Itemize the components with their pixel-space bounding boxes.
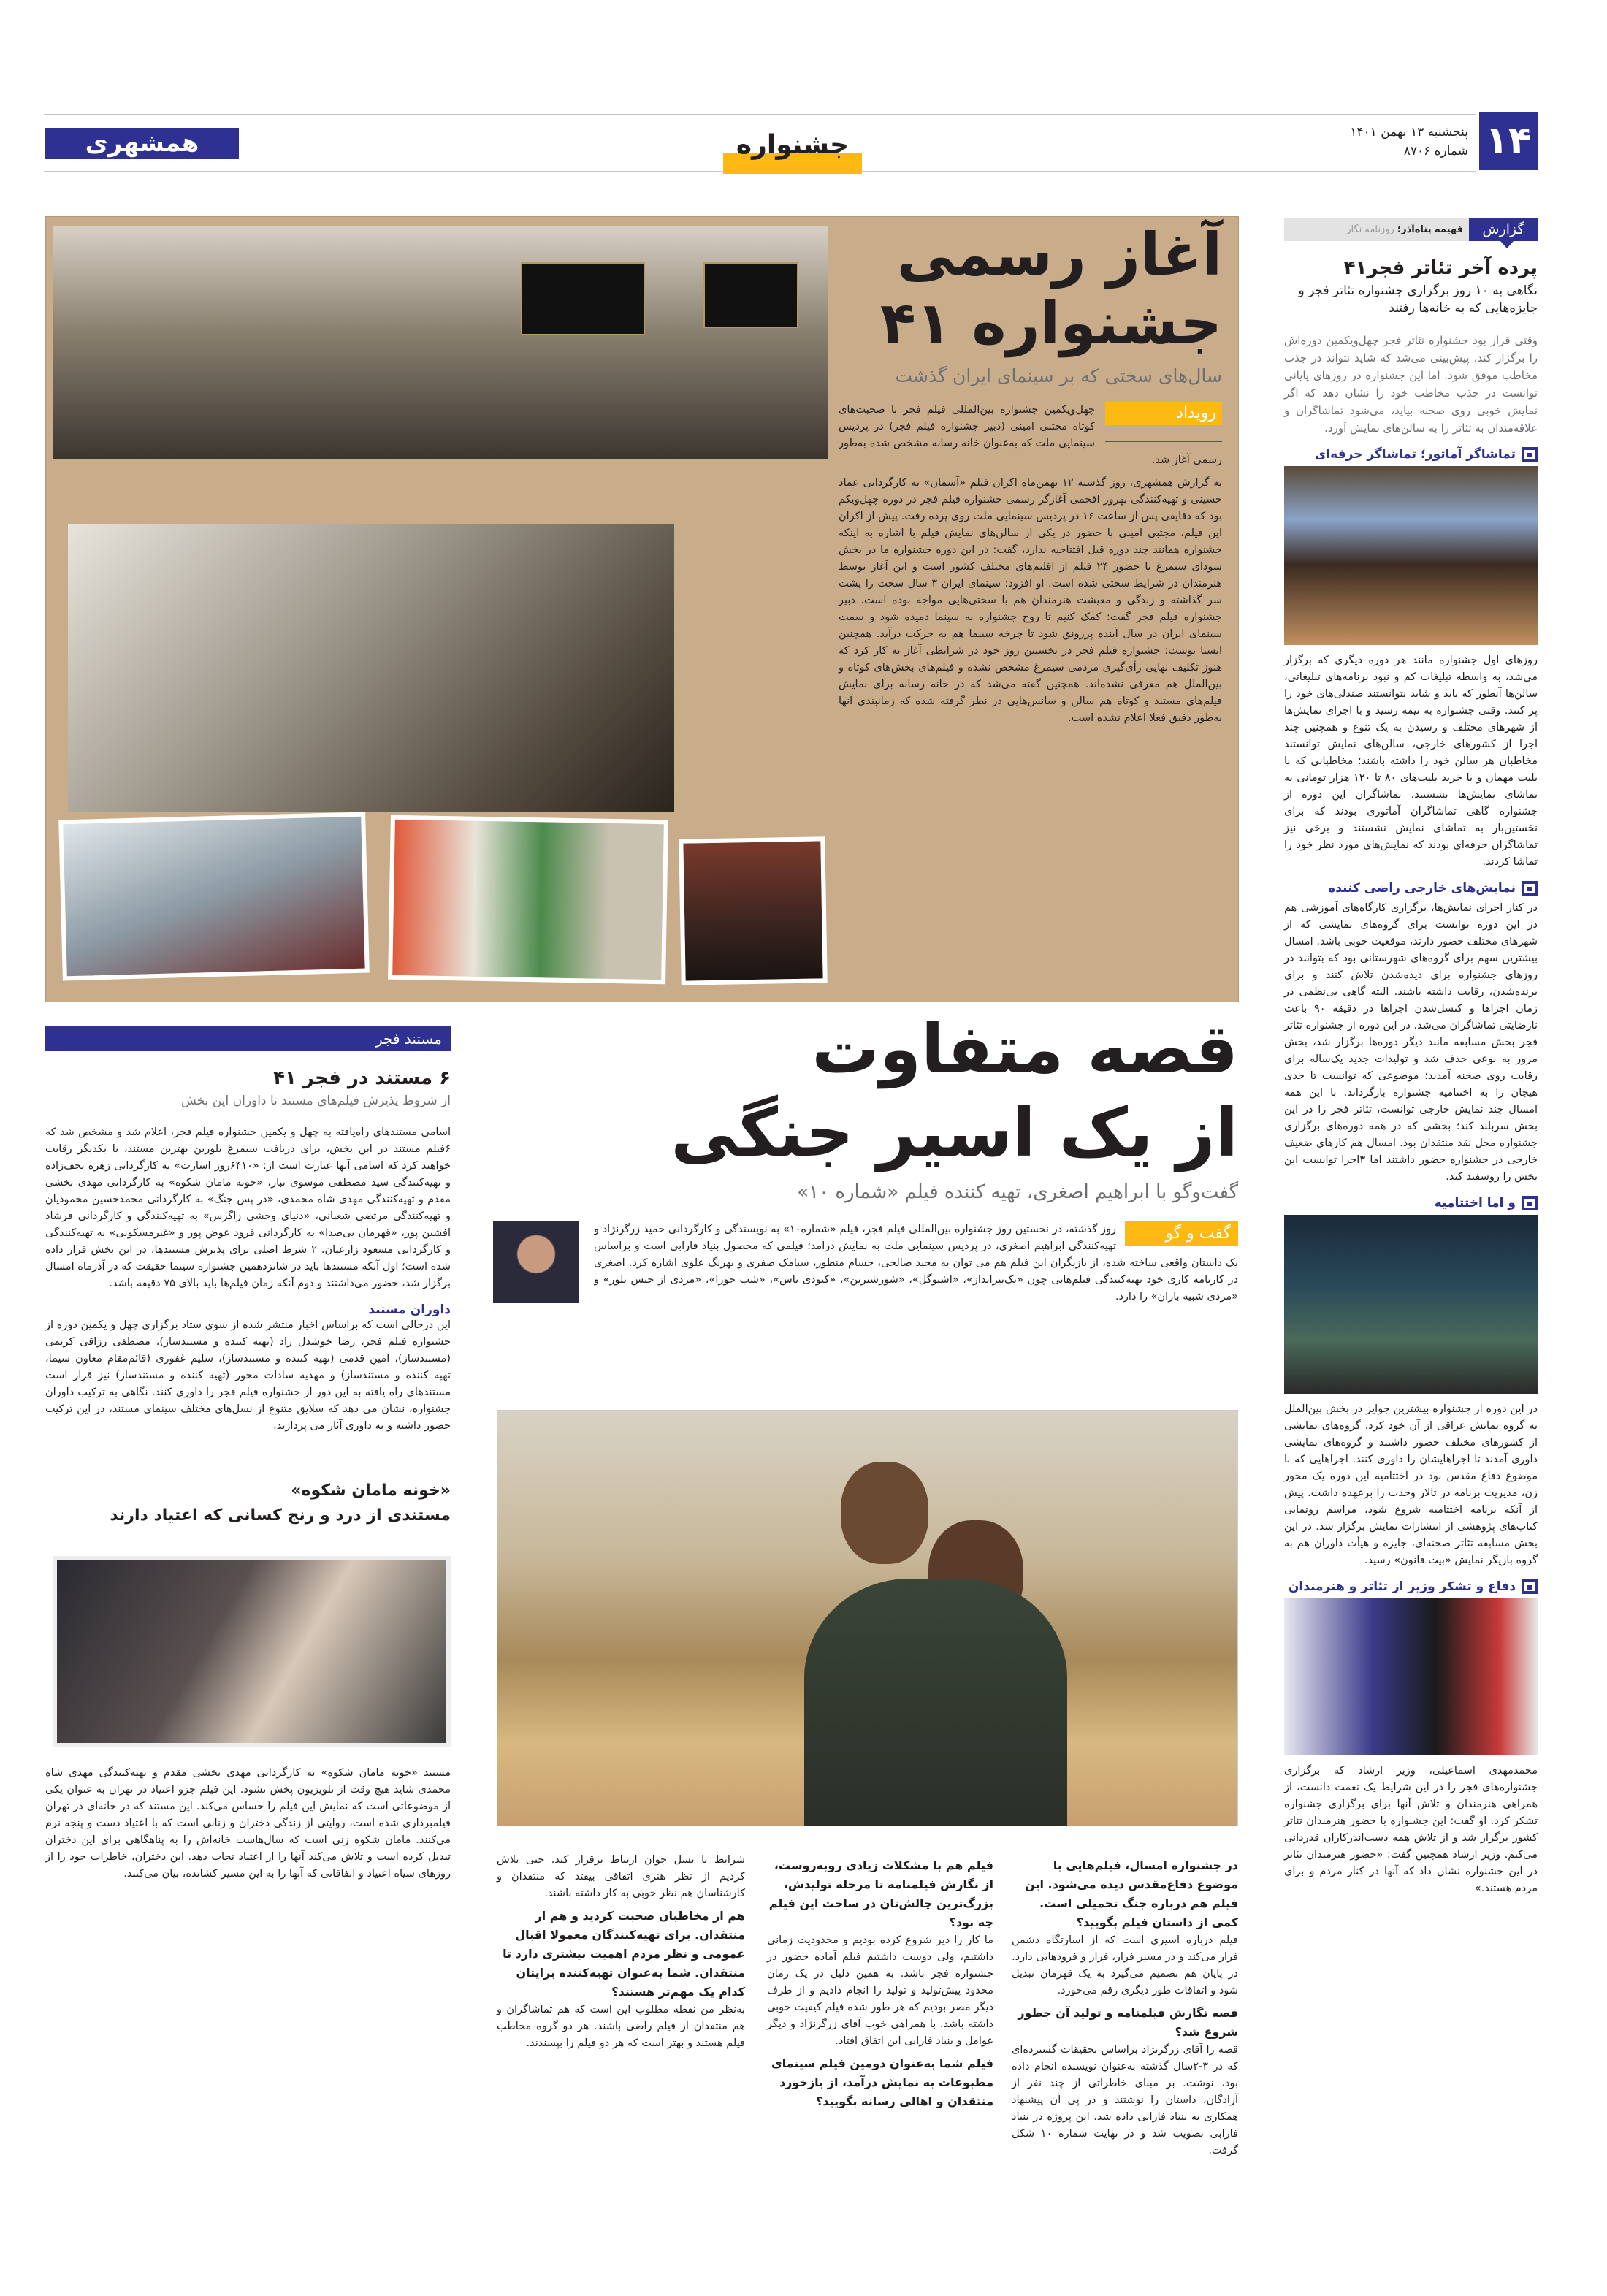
report-title: پرده آخر تئاتر فجر۴۱ — [1343, 257, 1538, 279]
section-square-icon — [1522, 447, 1538, 462]
answer: شرایط با نسل جوان ارتباط برقرار کند. حتی تلاش کردیم از نظر هنری اتفاقی بیفتد که منتقدان و کارشناسان هم نظر خوبی به کار داشته باشند. — [497, 1854, 745, 1899]
interview-headline-line1: قصه متفاوت — [812, 1010, 1238, 1088]
feature-headline-line1: آغاز رسمی — [896, 221, 1222, 289]
qa-column — [497, 1852, 745, 2052]
section-title: جشنواره — [736, 130, 850, 160]
interview-tag: گفت و گو — [1125, 1221, 1238, 1246]
report-section-heading: و اما اختتامیه — [1284, 1196, 1538, 1210]
report-lead: وقتی قرار بود جشنواره تئاتر فجر چهل‌ویکمین دوره‌اش را برگزار کند، پیش‌بینی می‌شد که شاید نتواند در جذب مخاطب موفق شود. اما این جشنواره در روزهای پایانی توانست در جذب مخاطب خود را نشان دهد که اگر نمایش خوبی روی صحنه بیاید، می‌شود تماشاگران و علاقه‌مندان به تئاتر را به سالن‌های نمایش آورد. — [1284, 334, 1538, 435]
report-section-text: در کنار اجرای نمایش‌ها، برگزاری کارگاه‌های آموزشی هم در این دوره توانست برای گروه‌های نمایشی که از شهرهای مختلف حضور دارند، موقعیت خوبی باشد. امسال بیشترین سهم برای گروه‌های شهرستانی بود که بتوانند در روزهای جشنواره برای دیده‌شدن تلاش کنند و برای برنده‌شدن، رقابت داشته باشند. البته گاهی بی‌نظمی در زمان اجراها و کنسل‌شدن اجراها در دقیقه ۹۰ باعث نارضایتی تماشاگران می‌شد. در این دوره از جشنواره تئاتر فجر بخش مسابقه مانند دیگر دوره‌ها برگزار شد، بخش مرور به نوعی حذف شد و تولیدات جدید یک‌ساله برای رقابت روی صحنه آمدند؛ موضوعی که توانست تا حدی هیجان را به اختتامیه جشنواره بازگرداند. با این همه امسال چند نمایش خارجی توانست، تئاتر فجر را در این بخش سربلند کند؛ بخشی که در همه دوره‌های برگزاری جشنواره محل نقد منتقدان بود. امسال هم کارهای ضعیف خارجی در جشنواره حضور داشتند اما ۳اجرا توانست این بخش را روسفید کند. — [1284, 902, 1538, 1183]
issue-number: شماره ۸۷۰۶ — [1403, 144, 1468, 159]
festival-poster-sign — [521, 262, 645, 335]
documentary-tag: مستند فجر — [45, 1026, 451, 1051]
section-square-icon — [1522, 1196, 1538, 1210]
section-square-icon — [1522, 1579, 1538, 1594]
answer: قصه را آقای زرگرنژاد براساس تحقیقات گسترده‌ای که در ۳-۲سال گذشته به‌عنوان نویسنده انجام داده بود، نوشت. بر مبنای خاطراتی از چند نفر از آزادگان، داستان را نوشتند و در پی آن پیشنهاد همکاری به بنیاد فارابی داده شد. این پروژه در بنیاد فارابی تصویب شد و در نهایت شماره ۱۰ شکل گرفت. — [1012, 2044, 1239, 2156]
report-section-heading: نمایش‌های خارجی راضی کننده — [1284, 881, 1538, 896]
answer: به‌نظر من نقطه مطلوب این است که هم تماشاگران و هم منتقدان از فیلم راضی باشند. هر دو گروه مخاطب فیلم هستند و بهتر است که هر دو فیلم را بپسندند. — [497, 2004, 745, 2049]
photo-festival-entrance — [53, 226, 828, 459]
interview-subtitle: گفت‌وگو با ابراهیم اصغری، تهیه کننده فیلم «شماره ۱۰» — [797, 1181, 1238, 1203]
report-subtitle: نگاهی به ۱۰ روز برگزاری جشنواره تئاتر فجر و جایزه‌هایی که به خانه‌ها رفتند — [1298, 283, 1538, 316]
tag-underline — [1105, 441, 1222, 442]
photo-film-still-soldiers — [497, 1410, 1238, 1826]
report-section-heading: دفاع و تشکر وزیر از تئاتر و هنرمندان — [1284, 1579, 1538, 1594]
report-section-text: روزهای اول جشنواره مانند هر دوره دیگری که برگزار می‌شد، به واسطه تبلیغات کم و نبود برنامه‌های تبلیغاتی، سالن‌ها آنطور که باید و شاید نتوانستند صندلی‌های خود را پر کنند. وقتی جشنواره به نیمه رسید و با اجرای نمایش‌ها از شهرهای مختلف و رسیدن به یک تنوع و همچنین چند اجرا از کشورهای خارجی، سالن‌های نمایش توانستند مخاطبان هر سالن خود را داشته باشند؛ مخاطبانی که با بلیت مهمان و با خرید بلیت‌های ۸۰ تا ۱۲۰ هزار تومانی به تماشای نمایش‌ها نشستند. تماشاگران این دوره از جشنواره گاهی تماشاگران آماتوری بودند که برای نخستین‌بار به تماشای نمایش نشستند و برخی نیز تماشاگران حرفه‌ای بودند که نمایش‌های مورد نظر خود را تماشا کردند. — [1284, 655, 1538, 868]
report-tag: گزارش — [1469, 218, 1538, 241]
section-square-icon — [1522, 881, 1538, 896]
question: فیلم هم با مشکلات زیادی روبه‌روست، از نگارش فیلمنامه تا مرحله تولیدش، بزرگ‌ترین چالش‌تان در ساخت این فیلم چه بود؟ — [768, 1858, 993, 1929]
judges-text: این درحالی است که براساس اخبار منتشر شده از سوی ستاد برگزاری چهل و یکمین دوره از جشنواره فیلم فجر، رضا خوشدل راد (تهیه کننده و مستندساز)، مصطفی رزاقی کریمی (مستندساز)، امین قدمی (تهیه کننده و مستندساز)، سلیم غفوری (قائم‌مقام معاون سیما، تهیه کننده و مستندساز) و مهدیه سادات محور (تهیه کننده و مستندساز) نیز قرار است مستندهای راه یافته به این دور از جشنواره فیلم فجر را داوری کنند. نگاهی به ترکیب داوران جشنواره، نشان می دهد که سلایق متنوع از نسل‌های مختلف سینمای مستند، در این ترکیب حضور داشته و به داوری آثار می پردازند. — [45, 1319, 451, 1432]
feature-lead-row — [839, 402, 1222, 469]
answer: فیلم درباره اسیری است که از اسارتگاه دشمن فرار می‌کند و در مسیر فرار، فراز و فرودهایی دارد. در پایان هم تصمیم می‌گیرد به یک قهرمان تبدیل شود و اتفاقات طور دیگری رقم می‌خورد. — [1012, 1934, 1238, 1996]
question: قصه نگارش فیلمنامه و تولید آن چطور شروع شد؟ — [1018, 2006, 1238, 2039]
feature-text-flow — [839, 221, 1222, 727]
documentary-subtitle: از شروط پذیرش فیلم‌های مستند تا داوران این بخش — [181, 1094, 451, 1108]
judges-heading: داوران مستند — [368, 1303, 451, 1317]
story-body: مستند «خونه مامان شکوه» به کارگردانی مهدی بخشی مقدم و تهیه‌کنندگی مهدی شاه محمدی شاید هیچ وقت از تلویزیون پخش نشود. این فیلم جزو اعتیاد در تهران به عنوان یکی از موضوعاتی است که نمایش این فیلم را حساس می‌کند. این مستند که در خانه‌ای در تهران فیلمبرداری شده است، روایتی از زندگی دختران و زنانی است که با اعتیاد دست و پنجه نرم می‌کنند. مامان شکوه زنی است که سال‌هاست خانه‌اش را به پناهگاهی برای این دختران تبدیل کرده است و تلاش می‌کند آنها را از اعتیاد نجات دهد. این دختران، خاطرات خود را از روزهای سیاه اعتیاد و اتفاقاتی که آنها را به این مسیر کشانده، بیان می‌کنند. — [45, 1767, 451, 1880]
report-author-role: روزنامه نگار — [1346, 224, 1394, 235]
answer: ما کار را دیر شروع کرده بودیم و محدودیت زمانی داشتیم، ولی دوست داشتیم فیلم آماده حضور در جشنواره فجر باشد. به همین دلیل در یک زمان محدود پیش‌تولید و تولید را انجام دادیم و از طرف دیگر مصر بودیم که هر طور شده فیلم کیفیت خوبی داشته باشد. با همراهی خوب آقای زرگرنژاد و دیگر عوامل و بنیاد فارابی این اتفاق افتاد. — [767, 1934, 993, 2047]
interview-headline-line2: از یک اسیر جنگی — [671, 1094, 1238, 1172]
photo-theater-audience — [1284, 466, 1538, 645]
page-number: ۱۴ — [1479, 112, 1538, 170]
story-title — [45, 1479, 451, 1528]
documentary-title: ۶ مستند در فجر ۴۱ — [273, 1067, 451, 1089]
header-top-rule — [44, 114, 1476, 115]
feature-body: به گزارش همشهری، روز گذشته ۱۲ بهمن‌ماه اکران فیلم «آسمان» به کارگردانی عماد حسینی و تهیه‌کنندگی بهروز افخمی آغازگر رسمی جشنواره فیلم فجر در دوره چهل‌ویکم بود که دقایقی پس از ساعت ۱۶ در پردیس سینمایی ملت روی پرده رفت. پیش از اکران این فیلم، مجتبی امینی با حضور در یکی از سالن‌های نمایش فیلم با اشاره به اینکه جشنواره همانند چند دوره قبل افتتاحیه ندارد، گفت: در این دوره جشنواره ما در بخش سودای سیمرغ با حضور ۲۴ فیلم از اقلیم‌های مختلف کشور است و این آغاز توسط هنرمندان در شرایط سختی شده است. او افزود: سینمای ایران ۳ سال سخت را پشت سر گذاشته و زندگی و معیشت هنرمندان هم با سختی‌هایی مواجه بوده است. دبیر جشنواره فیلم فجر گفت: کمک کنیم تا روح جشنواره به سینما دمیده شود و سمت سینمای ایران در سال آینده پررونق شود تا چرخه سینما هم به حرکت درآید. همچنین ایسنا نوشت: جشنواره فیلم فجر در نخستین روز خود در شرایطی آغاز به کار کرد که هنوز تکلیف نهایی رأی‌گیری مردمی سیمرغ مشخص نشده و فیلم‌های بخش‌های کوتاه و بین‌الملل هم معرفی نشده‌اند. همچنین گفته می‌شد که در خانه رسانه برای نمایش فیلم‌های مستند و کوتاه هم سالن و سانس‌هایی در نظر گرفته شده که زمانبندی آنها به‌طور دقیق فعلا اعلام نشده است. — [839, 477, 1223, 724]
interview-header-flow — [493, 1008, 1238, 1305]
feature-lead: چهل‌ویکمین جشنواره بین‌المللی فیلم فجر با صحبت‌های کوتاه مجتبی امینی (دبیر جشنواره فیلم فجر) در پردیس سینمایی ملت که به‌عنوان خانه رسانه مشخص شده به‌طور رسمی آغاز شد. — [839, 404, 1222, 466]
actor-figure — [841, 1462, 928, 1564]
question: هم از مخاطبان صحبت کردید و هم از منتقدان. برای تهیه‌کنندگان معمولا اقبال عمومی و نظر مردم اهمیت بیشتری دارد تا منتقدان. شما به‌عنوان تهیه‌کننده برایتان کدام یک مهم‌تر هستند؟ — [503, 1909, 745, 1999]
qa-column — [1012, 1852, 1238, 2159]
report-author: فهیمه پناه‌آذر؛ — [1397, 224, 1463, 235]
feature-panel — [45, 216, 1239, 1002]
photo-interviewee-portrait — [493, 1221, 579, 1303]
documentary-column — [45, 1026, 451, 1883]
interview-headline — [493, 1008, 1238, 1175]
issue-date: پنجشنبه ۱۳ بهمن ۱۴۰۱ — [1350, 125, 1468, 140]
report-column — [1284, 257, 1538, 1897]
photo-guests-greeting — [679, 836, 827, 985]
interview-intro-row — [493, 1221, 1238, 1305]
photo-corridor-visitors — [58, 812, 370, 981]
documentary-body: اسامی مستندهای راه‌یافته به چهل و یکمین جشنواره فیلم فجر، اعلام شد و مشخص شد که ۶فیلم مستند در این بخش، برای دریافت سیمرغ بلورین بهترین مستند، با یکدیگر رقابت خواهند کرد که اسامی آنها عبارت است از: «۶۴۱۰روز اسارت» به کارگردانی زهره نجف‌زاده و تهیه‌کنندگی سید مصطفی موسوی تبار، «خونه مامان شکوه» به کارگردانی مهدی بخشی مقدم و تهیه‌کنندگی مهدی شاه محمدی، «در پس جنگ» به کارگردانی محمدحسین محمودیان و تهیه‌کنندگی مرتضی شعبانی، «دنیای وحشی زاگرس» به تهیه‌کنندگی و کارگردانی فرشاد افشین پور، «قهرمان بی‌صدا» به کارگردانی فرود عوض پور و «غیرمسکونی» به تهیه‌کنندگی و کارگردانی مسعود زارعیان. ۲ شرط اصلی برای پذیرش مستندها، در این بخش قرار داده شده است؛ اول آنکه مستندها باید در شانزدهمین جشنواره سینما حقیقت که در آذرماه امسال برگزار شد، حضور می‌داشتند و دوم آنکه زمان فیلم‌ها باید بالای ۷۵ دقیقه باشد. — [45, 1126, 451, 1289]
issue-info — [1286, 123, 1468, 161]
question: در جشنواره امسال، فیلم‌هایی با موضوع دفاع‌مقدس دیده می‌شود. این فیلم هم درباره جنگ تحمیلی است. کمی از داستان فیلم بگویید؟ — [1025, 1858, 1238, 1929]
tag-pointer — [1500, 241, 1514, 248]
photo-posters-wall — [388, 815, 668, 985]
story-title-line1: «خونه مامان شکوه» — [291, 1481, 451, 1500]
event-tag: رویداد — [1105, 402, 1222, 425]
festival-poster-sign — [703, 262, 798, 328]
report-section-heading: تماشاگر آماتور؛ تماشاگر حرفه‌ای — [1284, 447, 1538, 462]
qa-column — [767, 1852, 993, 2111]
photo-minister-speech — [1284, 1598, 1538, 1755]
feature-headline-line2: جشنواره ۴۱ — [879, 289, 1222, 357]
story-title-line2: مستندی از درد و رنج کسانی که اعتیاد دارند — [110, 1506, 451, 1525]
report-byline — [1346, 224, 1469, 235]
newspaper-logo[interactable]: همشهری — [45, 128, 239, 159]
question: فیلم شما به‌عنوان دومین فیلم سینمای مطبوعات به نمایش درآمد، از بازخورد منتقدان و اهالی رسانه بگویید؟ — [771, 2056, 993, 2108]
report-byline-bar — [1284, 218, 1538, 241]
report-section-text: محمدمهدی اسماعیلی، وزیر ارشاد که برگزاری جشنواره‌های فجر را در این شرایط یک نعمت دانست، از همراهی هنرمندان و تلاش آنها برای برگزاری جشنواره تشکر کرد. او گفت: این جشنواره با حضور هنرمندان تئاتر کشور برگزار شد و از تلاش همه دست‌اندرکاران قدردانی می‌کنم. وزیر ارشاد همچنین گفت: «حضور هنرمندان تئاتر در این جشنواره نشان داد که آنها در کنار مردم و برای مردم هستند.» — [1284, 1765, 1538, 1894]
photo-exhibition-hallway — [68, 524, 674, 812]
report-section-text: در این دوره از جشنواره بیشترین جوایز در بخش بین‌الملل به گروه نمایش عراقی از آن خود کرد. گروه‌های نمایشی از کشورهای مختلف حضور داشتند و گروه‌های نمایشی داوری آمدند تا اجراهایشان را داوری کنند. اجراهایی که با موضوع دفاع مقدس بود در اختتامیه این دوره یک محور زن، مدیریت برنامه در تالار وحدت را برعهده داشت. پیش از آنکه برنامه اختتامیه شروع شود، مراسم رونمایی کتاب‌های پژوهشی از انتشارات نمایش برگزار شد. در این بخش مسابقه تئاتر صحنه‌ای، جایزه و هیأت داوران هم به گروه بازیگر نمایش «بیت قانون» رسید. — [1284, 1403, 1538, 1566]
feature-subtitle: سال‌های سختی که بر سینمای ایران گذشت — [895, 365, 1222, 386]
interview-intro: روز گذشته، در نخستین روز جشنواره بین‌المللی فیلم فجر، فیلم «شماره۱۰» به نویسندگی و کارگردانی حمید زرگرنژاد و تهیه‌کنندگی ابراهیم اصغری، در پردیس سینمایی ملت به نمایش درآمد؛ فیلمی که محصول بنیاد فارابی است و براساس یک داستان واقعی ساخته شده، از بازیگران این فیلم هم می توان به مجید صالحی، حسام منظور، سیامک صفری و بهرنگ علوی اشاره کرد. اصغری در کارنامه کاری خود تهیه‌کنندگی فیلم‌هایی چون «تک‌تیرانداز»، «اشنوگل»، «شورشیرین»، «کبودی یاس»، «شب حورا»، «مردی از جنس بلور» و «مردی شبیه باران» را دارد. — [594, 1224, 1238, 1303]
photo-documentary-still — [53, 1556, 451, 1747]
actors-bodies — [804, 1579, 1067, 1826]
feature-headline — [839, 221, 1222, 358]
photo-closing-ceremony — [1284, 1215, 1538, 1394]
